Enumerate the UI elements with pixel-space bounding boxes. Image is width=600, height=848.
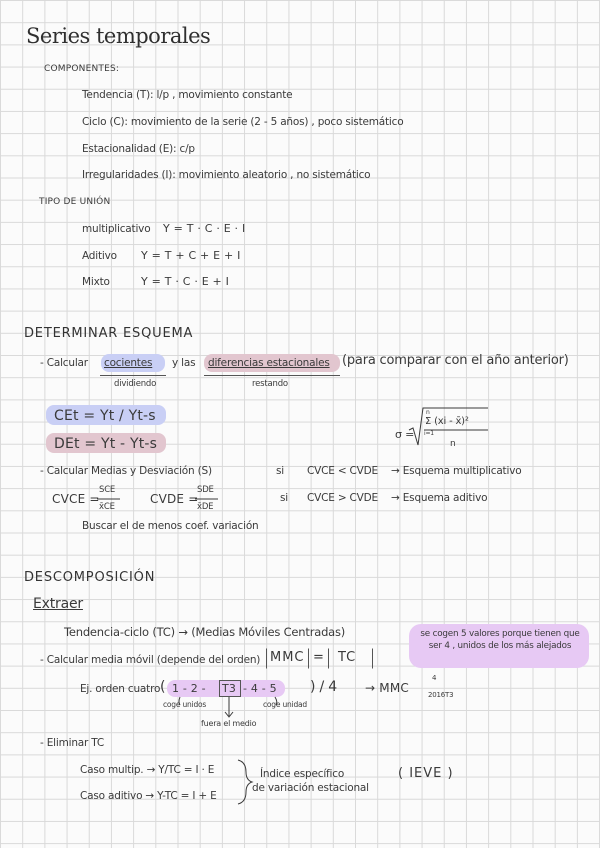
note-text: se cogen 5 valores porque tienen que ser 4 , unidos de los más alejados [420,629,580,651]
extraer-heading: Extraer [33,596,83,612]
component-estacionalidad: Estacionalidad (E): c/p [82,143,195,155]
sigma-label: σ = [395,428,415,441]
de-formula: DEt = Yt - Yt-s [54,436,158,452]
descomp-heading: DESCOMPOSICIÓN [24,570,156,585]
union-formula-mixto: Y = T · C · E + I [141,275,230,288]
ce-formula: CEt = Yt / Yt-s [54,408,156,424]
fuera-label: fuera el medio [201,719,257,728]
buscar-text: Buscar el de menos coef. variación [82,520,259,532]
union-heading: TIPO DE UNIÓN [39,197,111,207]
calc-prefix: - Calcular [40,357,88,369]
diferencias-text: diferencias estacionales [208,357,330,369]
component-tendencia: Tendencia (T): l/p , movimiento constante [82,89,293,101]
parenthetical-text: (para comparar con el año anterior) [342,353,569,368]
union-formula-aditivo: Y = T + C + E + I [141,249,241,262]
mmc-equals: = [313,650,325,665]
sigma-numerator: Σ (xi - x̄)² [425,416,469,427]
cocientes-text: cocientes [104,357,153,369]
arrow-mmc: → MMC [365,681,409,695]
si-2: si [280,492,288,504]
cvde-num: SDE [197,485,214,495]
cvde-label: CVDE = [150,492,199,506]
caso-mult: Caso multip. → Y/TC = I · E [80,764,215,776]
indice-line1: Índice específico [260,768,345,780]
union-label-mult: multiplicativo [82,223,151,235]
seq-mid: T3 [222,682,237,695]
dividiendo-label: dividiendo [114,379,157,389]
tc-bracket: TC [338,650,357,665]
result-2: → Esquema aditivo [391,492,488,504]
mmc-sub: 2016T3 [428,691,454,699]
cvde-den: x̄DE [197,502,214,512]
si-1: si [276,465,284,477]
caso-brace [238,760,252,804]
cvce-label: CVCE = [52,492,100,506]
sigma-sum-top: n [426,409,430,416]
sigma-sum-bottom: i=1 [424,430,434,437]
sigma-denominator: n [450,439,456,449]
restando-label: restando [252,379,288,389]
indice-line2: de variación estacional [252,782,369,794]
coge-right-arrow [275,697,277,705]
cond-1: CVCE < CVDE [307,465,378,477]
mmc-sup: 4 [432,674,437,682]
eliminar-text: - Eliminar TC [40,737,105,749]
calcular-media-text: - Calcular media móvil (depende del orden) [40,654,261,666]
seq-open-paren: ( [160,679,166,695]
union-label-mixto: Mixto [82,276,110,288]
mmc-bracket: MMC [270,650,305,665]
medias-text: - Calcular Medias y Desviación (S) [40,465,212,477]
union-formula-mult: Y = T · C · E · I [163,222,246,235]
seq-right: - 4 - 5 [243,682,277,695]
cvce-den: x̄CE [99,502,115,512]
component-ciclo: Ciclo (C): movimiento de la serie (2 - 5 años) , poco sistemático [82,116,404,128]
seq-left: 1 - 2 - [172,682,206,695]
union-label-aditivo: Aditivo [82,250,117,262]
cond-2: CVCE > CVDE [307,492,378,504]
coge-left-label: coge unidos [163,700,207,709]
and-las-text: y las [172,357,196,369]
tendencia-text: Tendencia-ciclo (TC) → (Medias Móviles Centradas) [64,625,346,639]
component-irregularidades: Irregularidades (I): movimiento aleatorio , no sistemático [82,169,371,181]
cvce-num: SCE [99,485,116,495]
coge-right-label: coge unidad [263,700,307,709]
result-1: → Esquema multiplicativo [391,465,522,477]
page-title: Series temporales [26,24,211,48]
components-heading: COMPONENTES: [44,64,120,74]
caso-aditivo: Caso aditivo → Y-TC = I + E [80,790,217,802]
ej-text: Ej. orden cuatro [80,683,161,695]
ieve-label: ( IEVE ) [398,766,454,781]
esquema-heading: DETERMINAR ESQUEMA [24,326,194,341]
coge-left-arrow [179,697,180,705]
sqrt-radical [409,408,488,445]
div-four: ) / 4 [310,679,337,695]
